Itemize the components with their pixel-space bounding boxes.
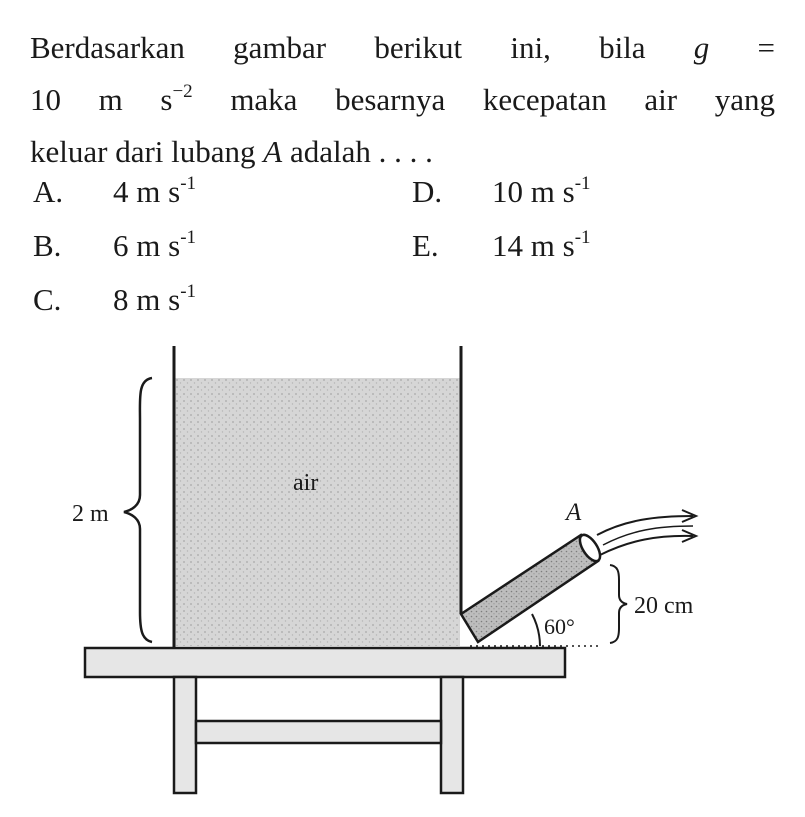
option-b[interactable]: B. 6 m $s^{-1}$ [33,227,197,263]
question-line-2: 10 m $s^{-2}$ maka besarnya kecepatan air yang [30,81,775,117]
angle-label: 60° [544,614,575,639]
option-d[interactable]: D. 10 m $s^{-1}$ [412,173,591,209]
angle-arc [532,614,540,646]
question-line-3: keluar dari lubang A adalah . . . . [30,134,433,169]
hole-symbol: A [263,134,283,169]
hole-height-label: 20 cm [634,593,694,619]
water-jet-upper [597,516,693,535]
option-a[interactable]: A. 4 m $s^{-1}$ [33,173,197,209]
water-body [175,378,460,646]
height-brace [124,378,152,642]
water-label: air [293,470,319,496]
table-leg-left [174,677,196,793]
question-line-1: Berdasarkan gambar berikut ini, bila g = [30,30,776,65]
table-crossbar [196,721,441,743]
hole-height-brace [610,565,627,643]
height-label: 2 m [72,501,109,527]
tank-diagram [0,330,805,817]
hole-label: A [566,499,582,526]
outlet-pipe [461,535,598,642]
option-e[interactable]: E. 14 m $s^{-1}$ [412,227,591,263]
water-jet-lower [600,536,693,555]
table-top [85,648,565,677]
table-leg-right [441,677,463,793]
option-c[interactable]: C. 8 m $s^{-1}$ [33,281,197,317]
question-text [30,22,775,178]
gravity-symbol: g [693,30,710,65]
